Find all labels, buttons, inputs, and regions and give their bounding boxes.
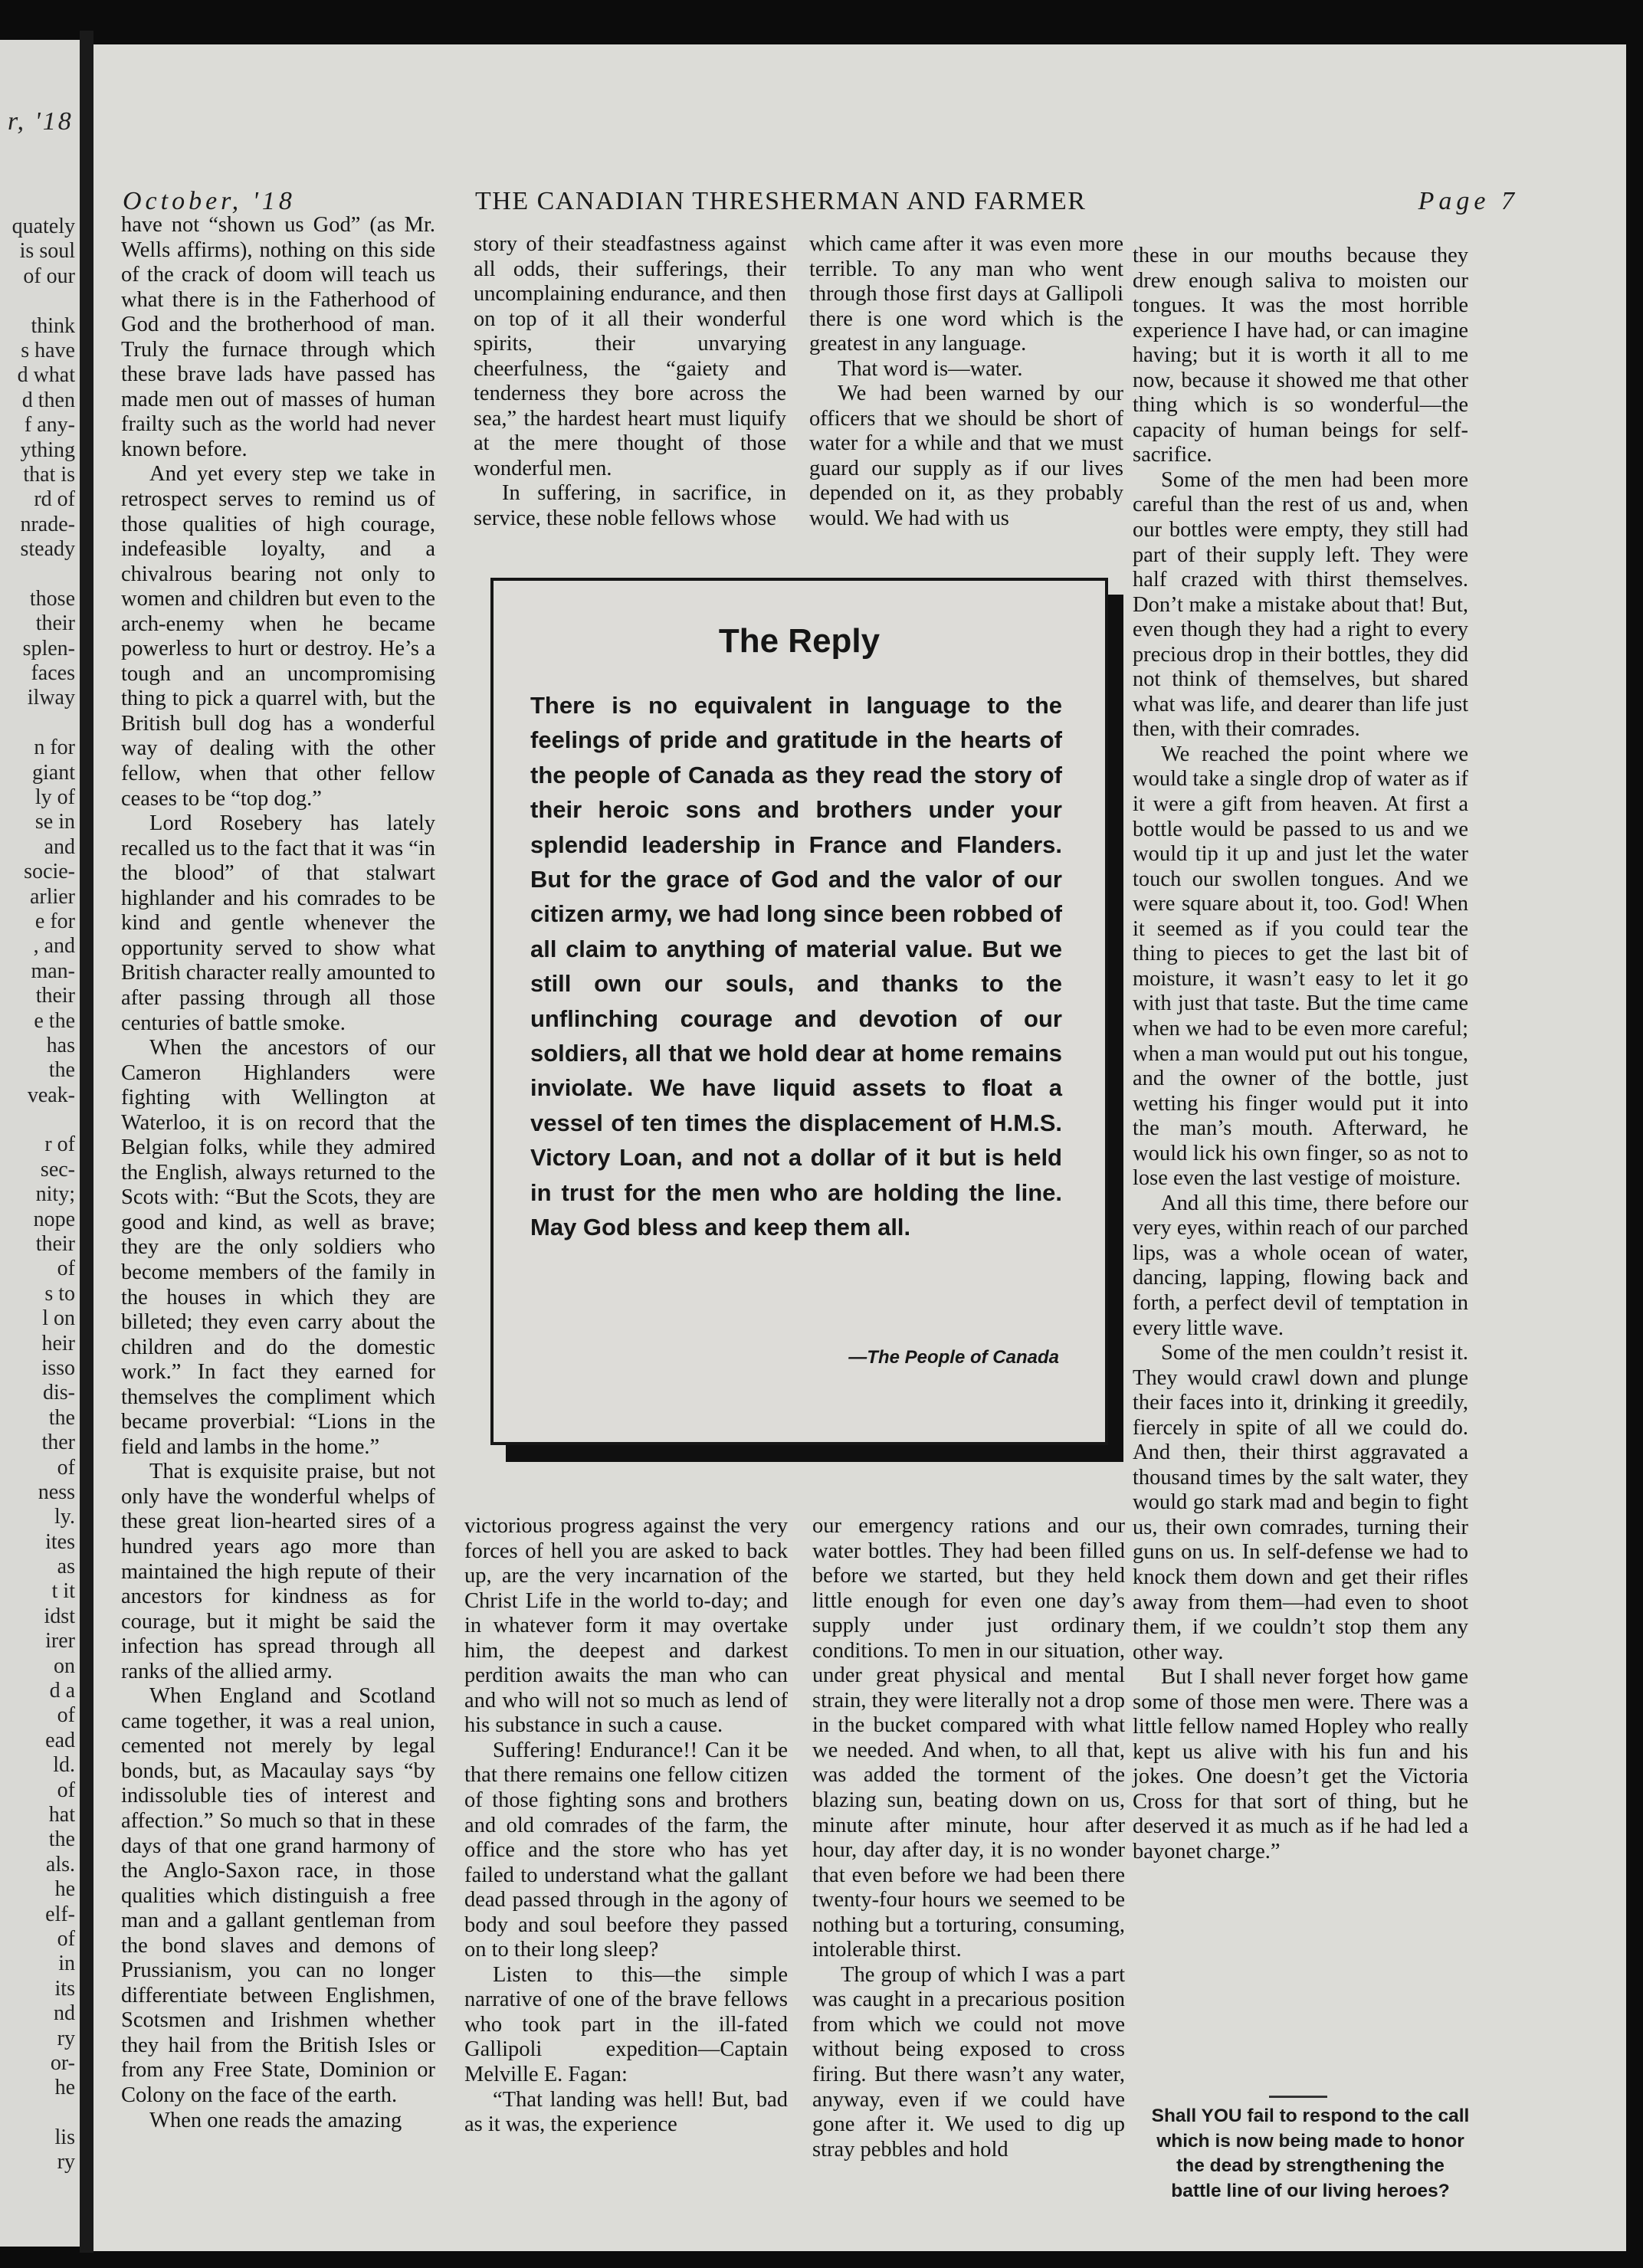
box-signature: —The People of Canada — [848, 1347, 1059, 1368]
left-page-fragment — [0, 40, 80, 2247]
article-column-1 — [121, 213, 435, 2133]
paragraph: We had been warned by our officers that we should be short of water for a while and that we must guard our supply as if our lives depended on it, as they probably would. We had with us — [809, 382, 1123, 531]
article-column-2-bottom — [464, 1514, 788, 2138]
left-page-fragment-line: ead — [45, 1728, 75, 1752]
left-page-fragment-line: veak- — [27, 1083, 75, 1107]
paragraph: We reached the point where we would take a single drop of water as if it were a gift from heaven. At first a bottle would be passed to us and we would tip it up and just let the water touch our swollen tongues. And we were square about it, too. God! When it seemed as if you could tear the thing to pieces to get the last bit of moisture, it wasn’t easy to let it go with just that taste. But the time came when we had to be even more careful; when a man would put out his tongue, and the owner of the bottle, just wetting his finger would put it into the man’s mouth. Afterward, he would lick his own finger, so as not to lose even the last vestige of moisture. — [1133, 742, 1468, 1191]
paragraph: Some of the men couldn’t resist it. They would crawl down and plunge their faces into it, drinking it greedily, fiercely in spite of all we could do. And then, their thirst aggravated a thousand times by the salt water, they would go stark mad and begin to fight us, their own comrades, turning their guns on us. In self-defense we had to knock them down and get their rifles away from them—had even to shoot them, if we couldn’t stop them any other way. — [1133, 1341, 1468, 1664]
left-page-fragment-line: the — [48, 1058, 75, 1083]
paragraph: have not “shown us God” (as Mr. Wells affirms), nothing on this side of the crack of doom will teach us what there is in the Fatherhood of God and the brotherhood of man. Truly the furnace through which these brave lads have passed has made men out of masses of human frailty such as the world had never known before. — [121, 213, 435, 461]
left-page-fragment-line: as — [57, 1555, 75, 1579]
paragraph: Listen to this—the simple narrative of one of the brave fellows who took part in the ill-fated Gallipoli expedition—Captain Melville E. Fagan: — [464, 1962, 788, 2087]
left-page-fragment-line: se in — [34, 810, 75, 834]
left-page-fragment-line — [2, 2101, 75, 2125]
publication-title: THE CANADIAN THRESHERMAN AND FARMER — [475, 187, 1087, 215]
box-title: The Reply — [718, 622, 881, 660]
divider-rule — [1269, 2096, 1327, 2098]
left-page-fragment-line: hat — [48, 1803, 75, 1827]
left-page-fragment-line: sec- — [40, 1157, 75, 1182]
left-page-fragment-line: their — [35, 984, 75, 1008]
magazine-page — [93, 44, 1626, 2251]
left-page-fragment-line: e for — [34, 909, 75, 933]
left-page-fragment-line: those — [29, 586, 75, 611]
left-page-fragment-line: ly. — [54, 1505, 75, 1529]
left-page-fragment-line: that is — [23, 462, 75, 487]
left-page-fragment-line: , and — [33, 934, 75, 959]
left-page-fragment-line: arlier — [29, 884, 75, 909]
left-page-fragment-line: t it — [51, 1579, 75, 1604]
issue-date: October, '18 — [123, 187, 296, 215]
left-page-fragment-line: the — [48, 1827, 75, 1852]
paragraph: When the ancestors of our Cameron Highlanders were fighting with Wellington at Waterloo, it is on record that the Belgian folks, while they admired the English, always returned to the Scots with: “But the Scots, they are good and kind, as well as brave; they are the only soldiers who become members of the family in the houses in which they are billeted; they even carry about the children and do the domestic work.” In fact they earned for themselves the compliment which became proverbial: “Lions in the field and lambs in the home.” — [121, 1036, 435, 1459]
left-page-fragment-line: on — [54, 1653, 75, 1678]
left-page-fragment-line: nity; — [35, 1182, 75, 1207]
paragraph: The group of which I was a part was caught in a precarious position from which we could not move without being exposed to cross firing. But there wasn’t any water, anyway, even if we could have gone after it. We used to dig up stray pebbles and hold — [812, 1962, 1125, 2161]
left-page-fragment-line: nd — [54, 2001, 75, 2026]
page-number: Page 7 — [1418, 187, 1519, 215]
left-page-fragment-line — [2, 1108, 75, 1132]
paragraph: When England and Scotland came together, it was a real union, cemented not merely by legal bonds, but, as Macaulay says “by indissoluble ties of interest and affection.” So much so that in these days of that one grand harmony of the Anglo-Saxon race, in those qualities which distinguish a free man and a gallant gentleman from the bond slaves and demons of Prussianism, you can no longer differentiate between Englishmen, Scotsmen and Irishmen whether they hail from the British Isles or from any Free State, Dominion or Colony on the face of the earth. — [121, 1684, 435, 2108]
left-page-fragment-line: f any- — [24, 413, 75, 438]
box-body: There is no equivalent in language to the feelings of pride and gratitude in the hearts of the people of Canada as they read the story of their heroic sons and brothers under your splendid leadership in France and Flanders. But for the grace of God and the valor of our citizen army, we had long since been robbed of all claim to anything of material value. But we still own our souls, and thanks to the unflinching courage and devotion of our soldiers, all that we hold dear at home remains inviolate. We have liquid assets to float a vessel of ten times the displacement of H.M.S. Victory Loan, and not a dollar of it but is held in trust for the men who are holding the line. May God bless and keep them all. — [530, 692, 1062, 1241]
left-page-fragment-line: and — [44, 834, 75, 859]
paragraph: That word is—water. — [838, 356, 1023, 381]
left-page-fragment-line: giant — [32, 760, 75, 785]
left-page-fragment-line: the — [48, 1405, 75, 1430]
left-page-fragment-line: rd of — [34, 487, 75, 512]
paragraph: Lord Rosebery has lately recalled us to the fact that it was “in the blood” of that stalwart highlander and his comrades to be kind and gentle whenever the opportunity served to show what British character really amounted to after passing through all those centuries of battle smoke. — [121, 811, 435, 1035]
paragraph: victorious progress against the very forces of hell you are asked to back up, are the very incarnation of the Christ Life in the world to-day; and in whatever form it may overtake him, the deepest and darkest perdition awaits the man who can and who will not so much as lend of his substance in such a cause. — [464, 1514, 788, 1738]
left-page-fragment-line: l on — [42, 1306, 75, 1331]
left-page-fragment-line: of — [57, 1703, 75, 1728]
left-page-fragment-line: ther — [41, 1431, 75, 1455]
left-page-fragment-line: ything — [20, 438, 75, 462]
left-page-fragment-line: splen- — [22, 636, 75, 660]
left-page-fragment-line: e the — [34, 1008, 75, 1033]
left-page-fragment-line: he — [54, 2076, 75, 2100]
paragraph: In suffering, in sacrifice, in service, these noble fellows whose — [474, 481, 786, 531]
closing-appeal: Shall YOU fail to respond to the call which is now being made to honor the dead by strengthening the battle line of our living heroes? — [1151, 2106, 1470, 2201]
left-page-fragment-line: socie- — [24, 860, 75, 884]
left-page-fragment-line: man- — [31, 959, 75, 983]
left-page-fragment-line: of — [57, 1926, 75, 1951]
paragraph: these in our mouths because they drew enough saliva to moisten our tongues. It was the most horrible experience I have had, or can imagine having; but it is worth it all to me now, because it showed me that other thing which is so wonderful—the capacity of human beings for self-sacrifice. — [1133, 244, 1468, 467]
left-page-fragment-line: in — [58, 1952, 75, 1976]
left-page-fragment-line: think — [31, 313, 75, 338]
article-column-2-top — [474, 232, 786, 532]
paragraph: Some of the men had been more careful than the rest of us and, when our bottles were empty, they still had part of their supply left. They were half crazed with thirst themselves. Don’t make a mistake about that! But, even though they had a right to every precious drop in their bottles, they did not think of themselves, but shared what was life, and dearer than life just then, with their comrades. — [1133, 467, 1468, 742]
page-gutter — [80, 31, 93, 2253]
left-page-fragment-line — [2, 711, 75, 736]
left-page-fragment-line: quately — [11, 215, 75, 238]
left-page-fragment-line: of — [57, 1257, 75, 1281]
paragraph: When one reads the amazing — [149, 2108, 402, 2132]
paragraph: And all this time, there before our very eyes, within reach of our parched lips, was a whole ocean of water, dancing, lapping, flowing back and forth, a perfect devil of temptation in every little wave. — [1133, 1191, 1468, 1340]
left-page-fragment-line — [2, 562, 75, 586]
left-page-text-fragments — [2, 215, 75, 2175]
paragraph: story of their steadfastness against all odds, their sufferings, their uncomplaining endurance, and then on top of it all their wonderful spirits, their unvarying cheerfulness, the “gaiety and tenderness they bore across the sea,” the hardest heart must liquify at the mere thought of those wonderful men. — [474, 232, 786, 480]
left-page-fragment-line: he — [54, 1877, 75, 1902]
left-page-fragment-line: isso — [41, 1355, 75, 1380]
left-page-fragment-line: idst — [44, 1604, 75, 1628]
left-page-fragment-line: s to — [44, 1281, 75, 1306]
left-page-fragment-line: their — [35, 1232, 75, 1257]
left-page-fragment-line: heir — [41, 1331, 75, 1355]
left-page-fragment-line: ites — [45, 1529, 75, 1554]
left-page-fragment-line: faces — [31, 661, 75, 686]
paragraph: our emergency rations and our water bottles. They had been filled before we started, but they held little enough for even one day’s supply under just ordinary conditions. To men in our situation, under great physical and mental strain, they were literally not a drop in the bucket compared with what we needed. And when, to all that, was added the torment of the blazing sun, beating down on us, minute after minute, hour after hour, day after day, it is no wonder that even before we had been there twenty-four hours we seemed to be nothing but a torturing, consuming, intolerable thirst. — [812, 1514, 1125, 1962]
paragraph: Suffering! Endurance!! Can it be that there remains one fellow citizen of those fighting sons and brothers and old comrades of the farm, the office and the store who has yet failed to understand what the gallant dead passed through in the agony of body and soul beefore they passed on to their long sleep? — [464, 1738, 788, 1962]
left-page-fragment-line: r of — [44, 1132, 75, 1157]
left-page-fragment-line: of our — [23, 264, 75, 288]
left-page-fragment-line: ry — [57, 2026, 75, 2050]
left-page-fragment-line: their — [35, 611, 75, 636]
paragraph: And yet every step we take in retrospect serves to remind us of those qualities of high courage, indefeasible loyalty, and a chivalrous bearing not only to women and children but even to the arch-enemy when he became powerless to hurt or destroy. He’s a tough and an uncompromising thing to pick a quarrel with, but the British bull dog has a wonderful way of dealing with the other fellow, when that other fellow ceases to be “top dog.” — [121, 462, 435, 811]
paragraph: That is exquisite praise, but not only have the wonderful whelps of these great lion-hearted sires of a hundred years ago more than maintained the high repute of their ancestors for kindness as for courage, but it might be said the infection has spread through all ranks of the allied army. — [121, 1460, 435, 1683]
left-page-fragment-line: of — [57, 1778, 75, 1802]
left-page-fragment-line: is soul — [19, 239, 75, 264]
left-page-fragment-line: d what — [17, 363, 75, 388]
left-page-fragment-line: dis- — [43, 1381, 75, 1405]
left-page-fragment-line: nrade- — [20, 512, 75, 536]
paragraph: But I shall never forget how game some of those men were. There was a little fellow named Hopley who really kept us alive with his fun and his jokes. One doesn’t get the Victoria Cross for that sort of thing, but he deserved it as much as if he had led a bayonet charge.” — [1133, 1665, 1468, 1863]
left-page-fragment-line: lis — [54, 2125, 75, 2150]
paragraph: “That landing was hell! But, bad as it was, the experience — [464, 2087, 788, 2137]
left-page-fragment-line: ry — [57, 2150, 75, 2175]
left-page-fragment-line: s have — [21, 338, 75, 362]
left-page-fragment-line — [2, 289, 75, 313]
left-page-fragment-line: d then — [21, 388, 75, 412]
left-page-fragment-line: or- — [50, 2050, 75, 2075]
left-page-fragment-line: of — [57, 1455, 75, 1480]
left-page-fragment-line: ld. — [53, 1753, 75, 1778]
article-column-3-top — [809, 232, 1123, 532]
left-page-fragment-line: n for — [34, 736, 75, 760]
left-page-fragment-line: its — [54, 1976, 75, 2001]
left-page-header: r, '18 — [8, 107, 74, 136]
left-page-fragment-line: has — [46, 1033, 75, 1057]
left-page-fragment-line: ness — [38, 1480, 75, 1504]
left-page-fragment-line: als. — [45, 1852, 75, 1876]
left-page-fragment-line: ly of — [34, 785, 75, 809]
the-reply-box — [490, 578, 1108, 1445]
article-column-4 — [1133, 244, 1468, 1865]
article-column-3-bottom — [812, 1514, 1125, 2162]
left-page-fragment-line: nope — [33, 1207, 75, 1231]
left-page-fragment-line: elf- — [45, 1902, 75, 1926]
left-page-fragment-line: d a — [49, 1679, 75, 1703]
left-page-fragment-line: ilway — [27, 686, 75, 710]
left-page-fragment-line: irer — [45, 1629, 75, 1653]
paragraph: which came after it was even more terrible. To any man who went through those first days at Gallipoli there is one word which is the greatest in any language. — [809, 232, 1123, 356]
left-page-fragment-line: steady — [20, 537, 75, 562]
